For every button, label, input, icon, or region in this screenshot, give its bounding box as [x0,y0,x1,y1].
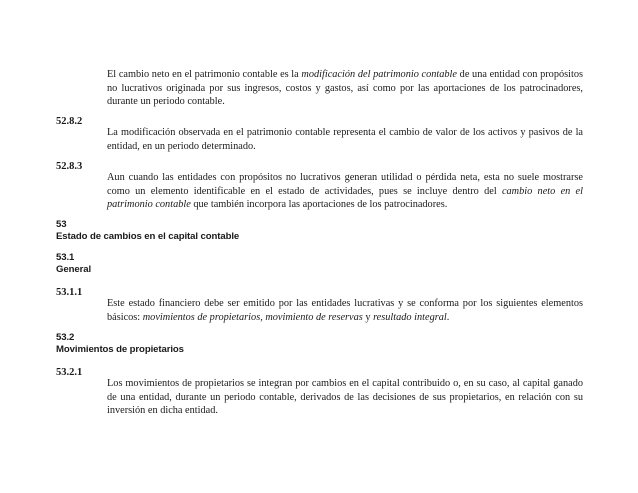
paragraph-52-8-2: La modificación observada en el patrimonio contable representa el cambio de valor de los activos y pasivos de la entidad, en un periodo determinado. [107,127,583,152]
section-title-53-2: Movimientos de propietarios [56,344,184,355]
paragraph-cambio-neto [107,68,583,109]
section-number-53-1-1: 53.1.1 [56,287,83,298]
paragraph-emphasis: modificación del patrimonio contable [301,69,457,80]
section-title-53-1: General [56,264,92,275]
section-number-53-2-1: 53.2.1 [56,367,83,378]
section-number-52-8-3: 52.8.3 [56,161,83,172]
paragraph-52-8-3 [107,171,583,212]
paragraph-text: Este estado financiero debe ser emitido por las entidades lucrativas y se conforma por los siguientes elementos básicos: [107,298,583,323]
paragraph-text: . [446,311,450,323]
paragraph-53-2-1: Los movimientos de propietarios se integran por cambios en el capital contribuido o, en su caso, al capital ganado de una entidad, durante un periodo contable, derivados de las decisiones de sus propietarios, en relación con su inversión en dicha entidad. [107,378,583,417]
paragraph-emphasis: cambio neto en el patrimonio contable [107,185,583,211]
paragraph-text: de una entidad con propósitos no lucrativos originada por sus ingresos, costos y gastos, así como por las aportaciones de los patrocinadores, durante un periodo contable. [107,69,584,108]
paragraph-text: y [362,311,374,323]
paragraph-emphasis: movimientos de propietarios, movimiento de reservas [142,311,363,323]
paragraph-text: que también incorpora las aportaciones de los patrocinadores. [190,199,448,211]
section-number-53-1: 53.1 [56,252,75,263]
section-number-53: 53 [56,219,67,230]
section-number-52-8-2: 52.8.2 [56,116,83,127]
section-number-53-2: 53.2 [56,332,75,343]
paragraph-emphasis: resultado integral [373,311,447,323]
section-title-53: Estado de cambios en el capital contable [56,231,240,242]
paragraph-text: El cambio neto en el patrimonio contable es la [107,69,302,80]
paragraph-53-1-1 [107,297,583,324]
paragraph-text: Aun cuando las entidades con propósitos no lucrativos generan utilidad o pérdida neta, esta no suele mostrarse como un elemento identificable en el estado de actividades, pues se incluye dentro del [107,172,583,197]
